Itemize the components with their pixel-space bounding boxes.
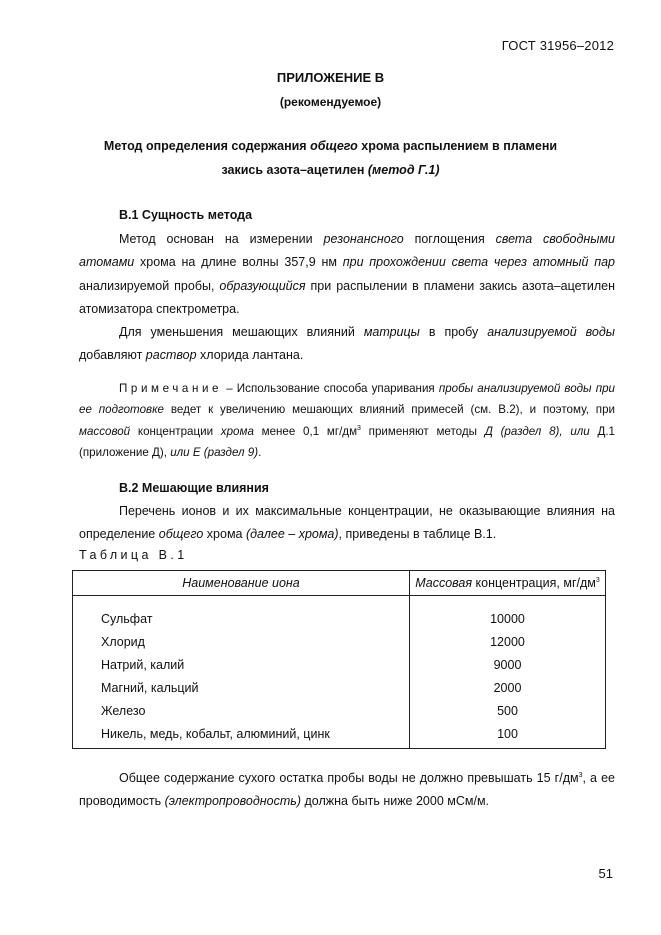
text-run: .: [258, 445, 262, 459]
cell-concentration: 100: [410, 722, 606, 749]
table-row: [73, 653, 606, 676]
text-run: концентрации: [130, 424, 221, 438]
final-paragraph: [79, 767, 615, 814]
text-run: ведет к увеличению мешающих влияний примесей (см. В.2), и поэтому, при: [164, 403, 615, 417]
italic-text: раствор: [145, 348, 197, 363]
cell-ion: Хлорид: [73, 630, 410, 653]
italic-text: (далее – хрома): [245, 527, 339, 542]
text-run: Перечень ионов и их максимальные концентрации, не оказывающие влияния на определение: [79, 504, 615, 542]
ions-table: [72, 570, 606, 749]
text-run: в пробу: [419, 325, 488, 340]
paragraph: [79, 228, 615, 321]
text-run: , а ее проводимость: [79, 771, 615, 809]
text-run: при распылении в пламени закись азота–ацетилен атомизатора спектрометра.: [79, 278, 615, 316]
table-row: [73, 676, 606, 699]
column-header-ion: [73, 571, 410, 596]
cell-ion: Сульфат: [73, 596, 410, 631]
cell-concentration: 2000: [410, 676, 606, 699]
column-header-concentration: [410, 571, 606, 596]
paragraph: [79, 500, 615, 547]
text-run: Для уменьшения мешающих влияний: [119, 325, 364, 340]
superscript: 3: [595, 576, 600, 584]
table-header-row: [73, 571, 606, 596]
cell-concentration: 10000: [410, 596, 606, 631]
text-run: хлорида лантана.: [196, 348, 304, 363]
paragraph: [79, 321, 615, 368]
superscript: 3: [578, 771, 583, 779]
text-run: Д.1 (приложение Д),: [79, 424, 615, 459]
page-number: 51: [598, 866, 613, 881]
method-title-line1: [0, 139, 661, 153]
cell-concentration: 12000: [410, 630, 606, 653]
text-run: добавляют: [79, 348, 146, 363]
text-run: хрома: [203, 527, 246, 542]
method-code: (метод Г.1): [367, 163, 440, 177]
method-title-text: закись азота–ацетилен: [221, 163, 368, 177]
method-title-text: хрома распылением в пламени: [357, 139, 558, 153]
text-run: менее 0,1 мг/дм: [253, 424, 358, 438]
italic-text: матрицы: [363, 325, 420, 340]
text-run: поглощения: [403, 232, 496, 246]
superscript: 3: [357, 424, 361, 432]
appendix-title: ПРИЛОЖЕНИЕ В: [276, 70, 385, 85]
italic-text: света свободными атомами: [79, 232, 615, 270]
column-header-text: концентрация, мг/дм: [472, 576, 596, 590]
italic-text: Д (раздел 8), или: [484, 424, 590, 438]
section-heading-b1: В.1 Сущность метода: [119, 208, 253, 222]
italic-text: анализируемой воды: [487, 325, 615, 340]
cell-ion: Магний, кальций: [73, 676, 410, 699]
text-run: применяют методы: [360, 424, 485, 438]
cell-concentration: 9000: [410, 653, 606, 676]
text-run: анализируемой пробы,: [79, 278, 220, 293]
italic-text: или Е (раздел 9): [170, 445, 259, 459]
method-title-italic: общего: [310, 139, 358, 153]
italic-text: резонансного: [323, 232, 404, 246]
column-header-text: Массовая: [415, 576, 473, 590]
text-run: должна быть ниже 2000 мСм/м.: [301, 794, 490, 809]
italic-text: массовой: [79, 424, 131, 438]
method-title-text: Метод определения содержания: [103, 139, 311, 153]
text-run: Метод основан на измерении: [119, 232, 324, 246]
cell-ion: Железо: [73, 699, 410, 722]
italic-text: образующийся: [219, 278, 306, 293]
table-row: [73, 630, 606, 653]
cell-ion: Никель, медь, кобальт, алюминий, цинк: [73, 722, 410, 749]
section-heading-b2: В.2 Мешающие влияния: [119, 481, 269, 495]
italic-text: (электропроводность): [164, 794, 302, 809]
note-label: Примечание: [119, 382, 223, 395]
section-b1-body: [79, 228, 615, 368]
column-header-text: Наименование иона: [182, 576, 300, 590]
table-row: [73, 722, 606, 749]
section-b2-body: [79, 500, 615, 547]
cell-concentration: 500: [410, 699, 606, 722]
table-body: [73, 596, 606, 749]
italic-text: при прохождении света через атомный пар: [342, 255, 615, 270]
table-caption: Таблица В.1: [79, 548, 188, 562]
text-run: – Использование способа упаривания: [222, 382, 439, 395]
note-paragraph: [79, 378, 615, 463]
italic-text: хрома: [220, 424, 254, 438]
italic-text: пробы анализируемой воды при ее подготовке: [79, 382, 615, 417]
final-paragraph-block: [79, 767, 615, 814]
table-row: [73, 596, 606, 631]
italic-text: общего: [158, 527, 204, 542]
method-title-line2: [0, 163, 661, 177]
text-run: , приведены в таблице В.1.: [338, 527, 497, 542]
appendix-subtitle: (рекомендуемое): [279, 95, 382, 109]
standard-number: ГОСТ 31956–2012: [501, 38, 614, 53]
text-run: Общее содержание сухого остатка пробы воды не должно превышать 15 г/дм: [119, 771, 579, 785]
note-block: [79, 378, 615, 463]
cell-ion: Натрий, калий: [73, 653, 410, 676]
text-run: хрома на длине волны 357,9 нм: [134, 255, 343, 270]
table-row: [73, 699, 606, 722]
